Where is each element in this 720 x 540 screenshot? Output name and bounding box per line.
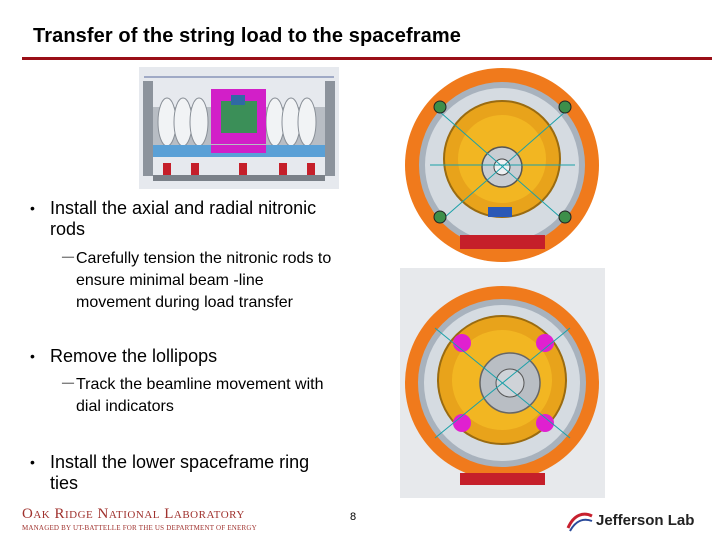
spaceframe-end-view-lollipops-image bbox=[400, 268, 605, 498]
bullet-glyph: • bbox=[30, 200, 35, 216]
bullet-text: Remove the lollipops bbox=[50, 346, 218, 366]
ornl-logo-subtitle: MANAGED BY UT-BATTELLE FOR THE US DEPARTMENT OF ENERGY bbox=[22, 524, 257, 532]
bullet-glyph: • bbox=[30, 348, 35, 364]
ornl-logo-name: Oak Ridge National Laboratory bbox=[22, 506, 245, 522]
bullet-glyph: • bbox=[30, 454, 35, 470]
jlab-swoosh-icon bbox=[566, 508, 594, 534]
sub-bullet-text: Carefully tension the nitronic rods to ensure minimal beam -line movement during load transfer bbox=[76, 250, 332, 311]
ornl-logo bbox=[22, 506, 257, 532]
cryomodule-side-view-image bbox=[139, 67, 339, 189]
bullet-text: Install the lower spaceframe ring ties bbox=[50, 452, 310, 493]
slide-title: Transfer of the string load to the spaceframe bbox=[33, 25, 461, 47]
bullet-text: Install the axial and radial nitronic rods bbox=[50, 198, 317, 239]
title-divider bbox=[22, 57, 712, 60]
jefferson-lab-text: Jefferson Lab bbox=[596, 512, 695, 529]
sub-bullet-text: Track the beamline movement with dial indicators bbox=[76, 376, 324, 415]
page-number: 8 bbox=[350, 511, 357, 523]
spaceframe-end-view-with-rods-image bbox=[400, 67, 605, 264]
jefferson-lab-logo bbox=[566, 508, 695, 539]
dash-glyph: － bbox=[60, 376, 77, 393]
dash-glyph: － bbox=[60, 250, 77, 267]
